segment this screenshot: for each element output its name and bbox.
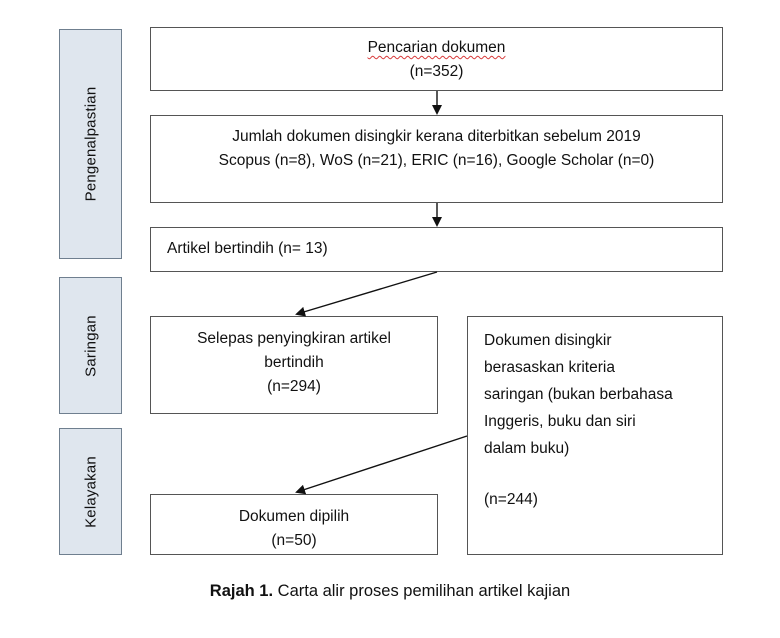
- figure-caption: [0, 582, 780, 601]
- phase-screening: [59, 277, 122, 414]
- search-title: Pencarian dokumen: [367, 39, 506, 56]
- phase-identification-label: Pengenalpastian: [82, 86, 99, 202]
- excluded-criteria-line5: dalam buku): [484, 440, 570, 457]
- phase-eligibility-label: Kelayakan: [82, 455, 99, 528]
- phase-identification: [59, 29, 122, 259]
- after-dedup-line2: bertindih: [264, 354, 324, 371]
- selected-title: Dokumen dipilih: [238, 508, 350, 525]
- search-count: (n=352): [409, 63, 464, 80]
- box-document-search: [150, 27, 723, 91]
- arrow-criteria-to-selected: [297, 436, 467, 492]
- box-selected-documents: [150, 494, 438, 555]
- after-dedup-count: (n=294): [267, 378, 321, 395]
- box-after-deduplication: [150, 316, 438, 414]
- excluded-criteria-line2: berasaskan kriteria: [484, 359, 615, 376]
- excluded-criteria-count: (n=244): [484, 491, 538, 508]
- duplicates-text: Artikel bertindih (n= 13): [167, 240, 328, 257]
- excluded-criteria-line4: Inggeris, buku dan siri: [484, 413, 636, 430]
- phase-eligibility: [59, 428, 122, 555]
- phase-screening-label: Saringan: [82, 314, 99, 377]
- selected-count: (n=50): [271, 532, 317, 549]
- excluded-criteria-line1: Dokumen disingkir: [484, 332, 612, 349]
- box-excluded-by-criteria: [467, 316, 723, 555]
- arrow-duplicates-to-after-dedup: [297, 272, 437, 314]
- caption-text: Carta alir proses pemilihan artikel kajian: [273, 582, 571, 600]
- excluded-criteria-line3: saringan (bukan berbahasa: [484, 386, 673, 403]
- excluded-before-2019-line2: Scopus (n=8), WoS (n=21), ERIC (n=16), Google Scholar (n=0): [218, 152, 655, 169]
- box-excluded-before-2019: [150, 115, 723, 203]
- after-dedup-line1: Selepas penyingkiran artikel: [197, 330, 391, 347]
- caption-label: Rajah 1.: [209, 582, 274, 600]
- box-duplicate-articles: [150, 227, 723, 272]
- excluded-before-2019-line1: Jumlah dokumen disingkir kerana diterbitkan sebelum 2019: [232, 128, 641, 145]
